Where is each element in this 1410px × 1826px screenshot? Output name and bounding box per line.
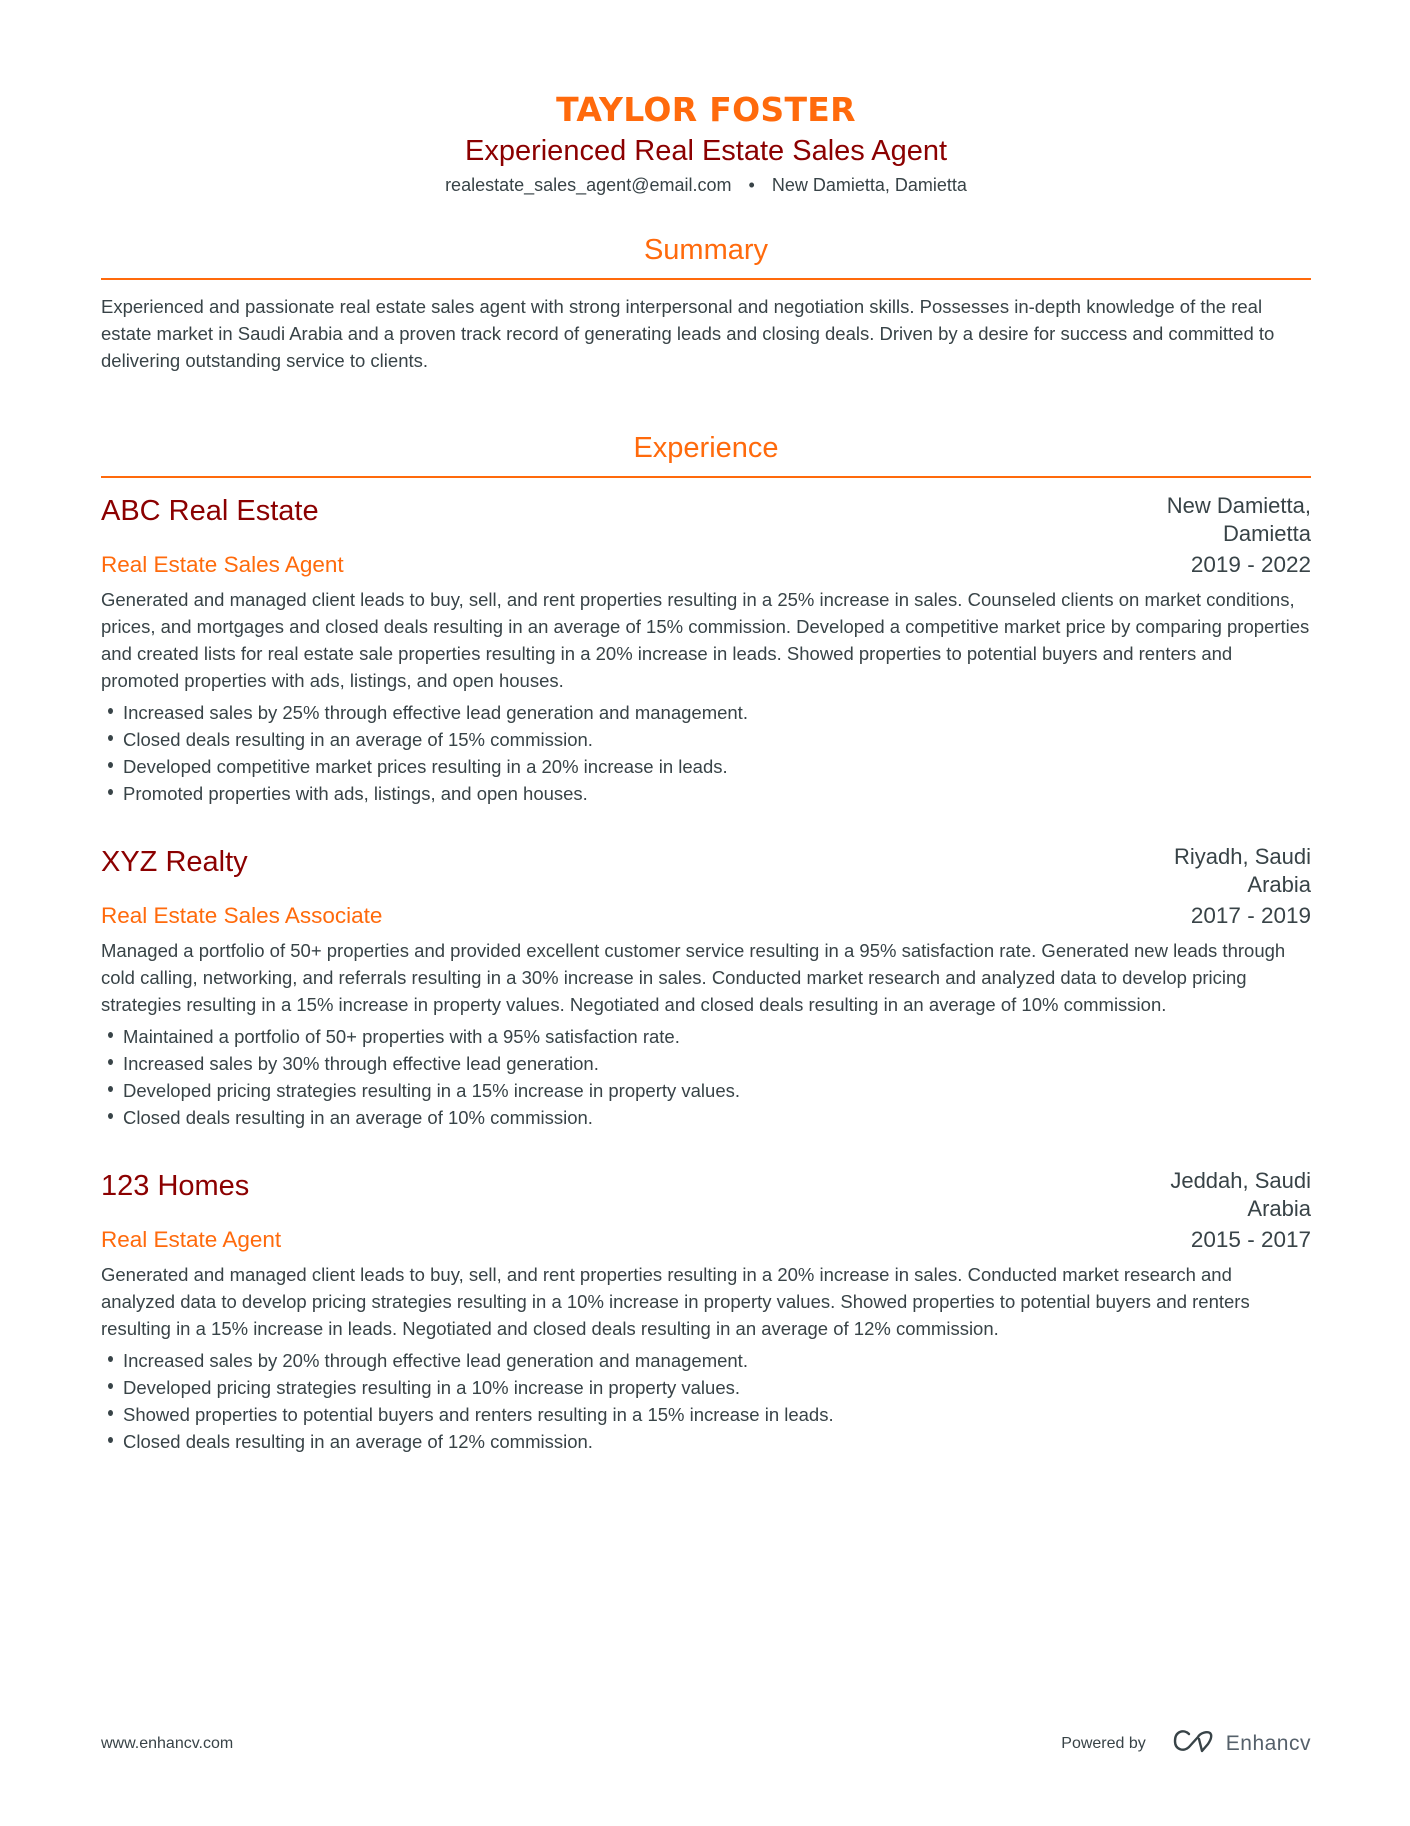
bullet-dot-icon <box>108 1410 113 1416</box>
job-location <box>1111 492 1311 548</box>
contact-line <box>101 173 1311 197</box>
bullet-text: Maintained a portfolio of 50+ properties with a 95% satisfaction rate. <box>123 1026 680 1047</box>
bullet-text: Promoted properties with ads, listings, and open houses. <box>123 783 588 804</box>
contact-separator: • <box>748 175 755 195</box>
bullet-item <box>101 1401 1311 1428</box>
job-bullets <box>101 1023 1311 1131</box>
experience-section <box>101 430 1311 1455</box>
bullet-dot-icon <box>108 789 113 795</box>
job-company: XYZ Realty <box>101 846 248 878</box>
bullet-item <box>101 1428 1311 1455</box>
bullet-item <box>101 1374 1311 1401</box>
job-location <box>1111 1167 1311 1223</box>
bullet-text: Closed deals resulting in an average of 15% commission. <box>123 729 593 750</box>
summary-text: Experienced and passionate real estate sales agent with strong interpersonal and negotiation skills. Possesses in-depth knowledge of the real estate market in Saudi Arabia and a proven track record of generating leads and closing deals. Driven by a desire for success and committed to delivering outstanding service to clients. <box>101 296 1275 371</box>
job-dates: 2017 - 2019 <box>1190 903 1311 928</box>
bullet-dot-icon <box>108 762 113 768</box>
job-location-line2: Arabia <box>1247 1196 1311 1221</box>
bullet-item <box>101 1104 1311 1131</box>
footer-website-link[interactable]: www.enhancv.com <box>101 1734 234 1752</box>
bullet-text: Developed pricing strategies resulting in a 10% increase in property values. <box>123 1377 741 1398</box>
job-location-line1: New Damietta, <box>1166 493 1311 518</box>
job-location-line1: Jeddah, Saudi <box>1170 1168 1311 1193</box>
job-company: 123 Homes <box>101 1170 250 1202</box>
brand-logo[interactable] <box>1172 1728 1311 1759</box>
bullet-text: Increased sales by 30% through effective lead generation. <box>123 1053 599 1074</box>
job-role: Real Estate Sales Associate <box>101 903 383 928</box>
bullet-dot-icon <box>108 1437 113 1443</box>
bullet-text: Developed pricing strategies resulting in a 15% increase in property values. <box>123 1080 741 1101</box>
summary-divider <box>101 278 1311 280</box>
summary-heading: Summary <box>643 234 769 266</box>
bullet-item <box>101 780 1311 807</box>
bullet-item <box>101 699 1311 726</box>
bullet-dot-icon <box>108 1356 113 1362</box>
job-description: Generated and managed client leads to buy, sell, and rent properties resulting in a 25% increase in sales. Counseled clients on market conditions, prices, and mortgages and closed deals resulting in an average of 15% commission. Developed a competitive market price by comparing properties and created lists for real estate sale properties resulting in a 20% increase in leads. Showed properties to potential buyers and renters and promoted properties with ads, listings, and open houses. <box>101 589 1310 691</box>
brand-name: Enhancv <box>1225 1731 1311 1755</box>
job-dates: 2015 - 2017 <box>1190 1227 1311 1252</box>
bullet-item <box>101 726 1311 753</box>
bullet-dot-icon <box>108 708 113 714</box>
bullet-dot-icon <box>108 1113 113 1119</box>
job-location-line2: Damietta <box>1222 521 1311 546</box>
bullet-item <box>101 753 1311 780</box>
job-location-line2: Arabia <box>1247 872 1311 897</box>
job-entry <box>101 478 1311 807</box>
resume-header <box>101 0 1311 197</box>
contact-email[interactable]: realestate_sales_agent@email.com <box>445 175 732 195</box>
contact-location: New Damietta, Damietta <box>771 175 967 195</box>
bullet-dot-icon <box>108 1383 113 1389</box>
bullet-item <box>101 1050 1311 1077</box>
bullet-text: Developed competitive market prices resulting in a 20% increase in leads. <box>123 756 728 777</box>
bullet-dot-icon <box>108 735 113 741</box>
experience-heading: Experience <box>633 432 779 464</box>
enhancv-logo-icon <box>1172 1728 1218 1759</box>
job-location-line1: Riyadh, Saudi <box>1174 844 1311 869</box>
candidate-name: TAYLOR FOSTER <box>556 90 856 129</box>
job-bullets <box>101 1347 1311 1455</box>
job-company: ABC Real Estate <box>101 495 319 527</box>
job-description: Managed a portfolio of 50+ properties and provided excellent customer service resulting in a 95% satisfaction rate. Generated new leads through cold calling, networking, and referrals resulting in a 30% increase in sales. Conducted market research and analyzed data to develop pricing strategies resulting in a 15% increase in property values. Negotiated and closed deals resulting in an average of 10% commission. <box>101 940 1286 1015</box>
bullet-text: Closed deals resulting in an average of 12% commission. <box>123 1431 593 1452</box>
bullet-item <box>101 1347 1311 1374</box>
bullet-text: Showed properties to potential buyers and renters resulting in a 15% increase in leads. <box>123 1404 834 1425</box>
resume-page <box>101 0 1311 1455</box>
bullet-text: Increased sales by 20% through effective lead generation and management. <box>123 1350 748 1371</box>
job-role: Real Estate Sales Agent <box>101 552 344 577</box>
job-entry <box>101 829 1311 1131</box>
bullet-item <box>101 1023 1311 1050</box>
page-footer <box>101 1728 1311 1759</box>
job-bullets <box>101 699 1311 807</box>
job-description: Generated and managed client leads to buy, sell, and rent properties resulting in a 20% increase in sales. Conducted market research and analyzed data to develop pricing strategies resulting in a 10% increase in property values. Showed properties to potential buyers and renters resulting in a 15% increase in leads. Negotiated and closed deals resulting in an average of 12% commission. <box>101 1264 1250 1339</box>
bullet-text: Closed deals resulting in an average of 10% commission. <box>123 1107 593 1128</box>
powered-by-label: Powered by <box>1061 1734 1146 1752</box>
bullet-item <box>101 1077 1311 1104</box>
bullet-dot-icon <box>108 1086 113 1092</box>
candidate-headline: Experienced Real Estate Sales Agent <box>464 135 948 167</box>
bullet-dot-icon <box>108 1059 113 1065</box>
bullet-dot-icon <box>108 1032 113 1038</box>
summary-section <box>101 232 1311 374</box>
job-dates: 2019 - 2022 <box>1190 552 1311 577</box>
job-location <box>1111 843 1311 899</box>
bullet-text: Increased sales by 25% through effective lead generation and management. <box>123 702 748 723</box>
job-entry <box>101 1153 1311 1455</box>
powered-by <box>1061 1728 1311 1759</box>
job-role: Real Estate Agent <box>101 1227 282 1252</box>
